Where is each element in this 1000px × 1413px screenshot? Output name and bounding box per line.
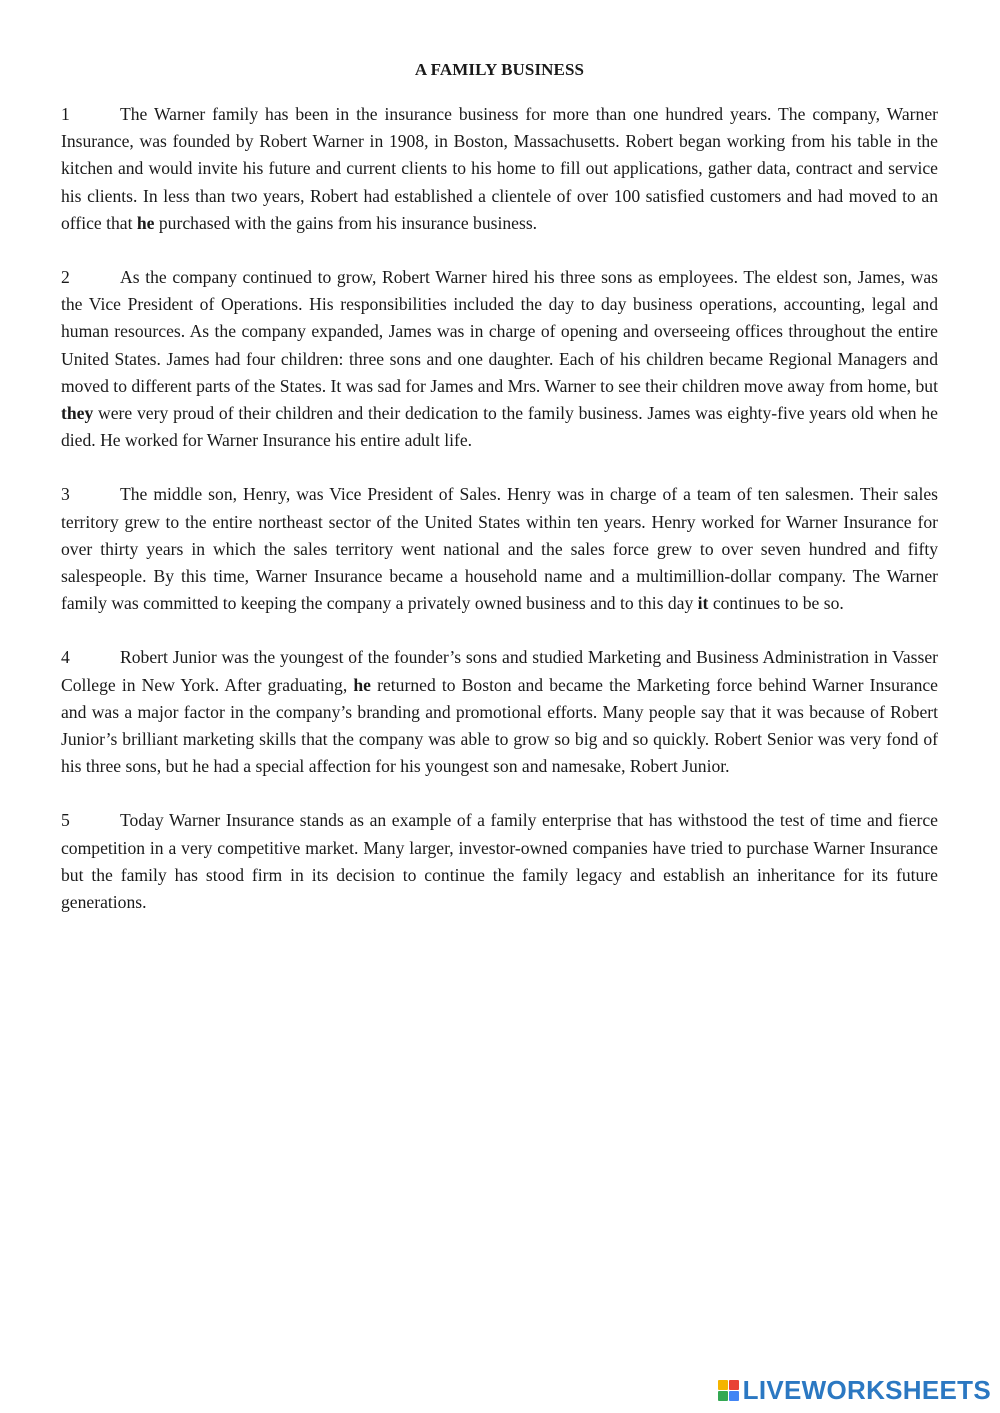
paragraph-text: As the company continued to grow, Robert Warner hired his three sons as employees. The eldest son, James, was the Vice President of Operations. His responsibilities included the day to day business operations, accounting, legal and human resources. As the company expanded, James was in charge of opening and overseeing offices throughout the entire United States. James had four children: three sons and one daughter. Each of his children became Regional Managers and moved to different parts of the States. It was sad for James and Mrs. Warner to see their children move away from home, but xyxy=(61,267,938,396)
paragraph-text: Robert Junior was the youngest of the founder’s sons and studied Marketing and Business Administration in Vasser College in New York. After graduating, xyxy=(61,647,938,695)
paragraph-4 xyxy=(61,644,938,780)
paragraph-text: returned to Boston and became the Marketing force behind Warner Insurance and was a major factor in the company’s branding and promotional efforts. Many people say that it was because of Robert Junior’s brilliant marketing skills that the company was able to grow so big and so quickly. Robert Senior was very fond of his three sons, but he had a special affection for his youngest son and namesake, Robert Junior. xyxy=(61,674,938,777)
bold-pronoun: it xyxy=(697,593,709,614)
bold-pronoun: he xyxy=(136,212,155,233)
paragraph-text: were very proud of their children and their dedication to the family business. James was eighty-five years old when he died. He worked for Warner Insurance his entire adult life. xyxy=(61,403,938,451)
logo-text: LIVEWORKSHEETS xyxy=(742,1375,991,1405)
paragraph-2 xyxy=(61,264,938,454)
bold-pronoun: they xyxy=(61,403,94,424)
bold-pronoun: he xyxy=(353,674,371,695)
paragraph-text: Today Warner Insurance stands as an example of a family enterprise that has withstood the test of time and fierce competition in a very competitive market. Many larger, investor-owned companies have tried to purchase Warner Insurance but the family has stood firm in its decision to continue the family legacy and establish an inheritance for its future generations. xyxy=(61,810,938,913)
paragraph-1 xyxy=(61,101,938,237)
paragraph-text: continues to be so. xyxy=(708,593,844,614)
paragraph-number: 1 xyxy=(61,104,70,124)
paragraph-3 xyxy=(61,481,938,617)
logo-square xyxy=(718,1391,728,1401)
paragraph-number: 4 xyxy=(61,647,70,668)
paragraph-number: 2 xyxy=(61,267,70,288)
paragraph-text: The middle son, Henry, was Vice President of Sales. Henry was in charge of a team of ten salesmen. Their sales territory grew to the entire northeast sector of the United States within ten years. Henry worked for Warner Insurance for over thirty years in which the sales territory went national and the sales force grew to over seven hundred and fifty salespeople. By this time, Warner Insurance became a household name and a multimillion-dollar company. The Warner family was committed to keeping the company a privately owned business and to this day xyxy=(61,484,938,614)
worksheet-page xyxy=(61,60,938,943)
logo-square xyxy=(729,1380,739,1390)
logo-square xyxy=(718,1380,728,1390)
paragraph-5 xyxy=(61,807,938,916)
logo-squares-icon xyxy=(718,1380,739,1401)
paragraph-number: 5 xyxy=(61,810,70,831)
paragraph-text: The Warner family has been in the insurance business for more than one hundred years. The company, Warner Insurance, was founded by Robert Warner in 1908, in Boston, Massachusetts. Robert began working from his table in the kitchen and would invite his future and current clients to his home to fill out applications, gather data, contract and service his clients. In less than two years, Robert had established a clientele of over 100 satisfied customers and had moved to an office that xyxy=(61,104,938,233)
liveworksheets-logo xyxy=(718,1375,991,1406)
paragraph-text: purchased with the gains from his insurance business. xyxy=(154,212,538,233)
paragraph-number: 3 xyxy=(61,484,70,505)
logo-square xyxy=(729,1391,739,1401)
document-title: A FAMILY BUSINESS xyxy=(414,60,585,79)
